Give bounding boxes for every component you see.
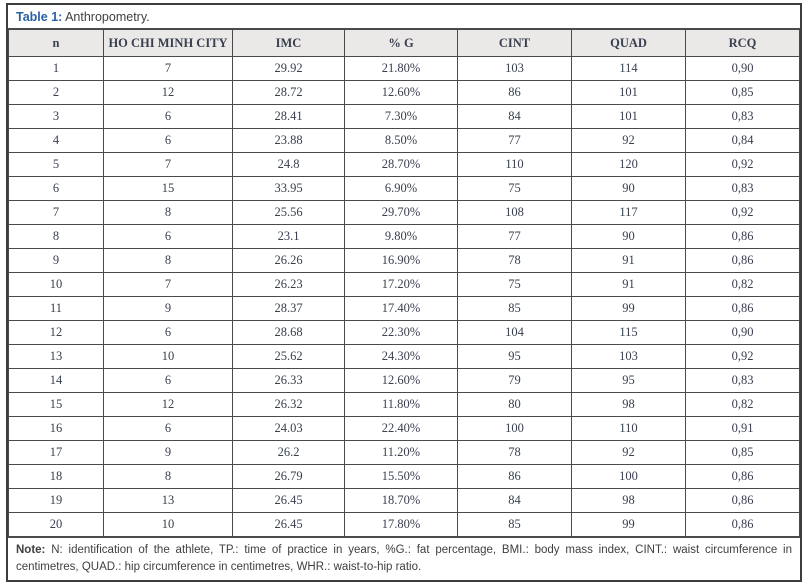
table-cell: 86 bbox=[458, 465, 572, 489]
table-cell: 23.1 bbox=[233, 225, 345, 249]
table-row bbox=[9, 225, 800, 249]
table-cell: 99 bbox=[572, 513, 686, 537]
table-row bbox=[9, 513, 800, 537]
table-cell: 26.79 bbox=[233, 465, 345, 489]
table-cell: 85 bbox=[458, 513, 572, 537]
table-cell: 0,83 bbox=[686, 105, 800, 129]
table-cell: 8 bbox=[104, 465, 233, 489]
table-row bbox=[9, 297, 800, 321]
column-header: IMC bbox=[233, 30, 345, 57]
table-cell: 4 bbox=[9, 129, 104, 153]
table-row bbox=[9, 441, 800, 465]
table-cell: 6 bbox=[104, 369, 233, 393]
table-cell: 26.2 bbox=[233, 441, 345, 465]
table-cell: 84 bbox=[458, 489, 572, 513]
table-cell: 3 bbox=[9, 105, 104, 129]
table-cell: 114 bbox=[572, 57, 686, 81]
table-row bbox=[9, 273, 800, 297]
table-cell: 28.41 bbox=[233, 105, 345, 129]
table-cell: 17.40% bbox=[345, 297, 458, 321]
table-cell: 16.90% bbox=[345, 249, 458, 273]
table-row bbox=[9, 489, 800, 513]
table-row bbox=[9, 369, 800, 393]
table-cell: 0,82 bbox=[686, 393, 800, 417]
table-cell: 0,86 bbox=[686, 465, 800, 489]
table-cell: 17.20% bbox=[345, 273, 458, 297]
table-cell: 28.37 bbox=[233, 297, 345, 321]
table-cell: 95 bbox=[572, 369, 686, 393]
table-cell: 26.23 bbox=[233, 273, 345, 297]
table-cell: 95 bbox=[458, 345, 572, 369]
table-row bbox=[9, 177, 800, 201]
table-cell: 0,85 bbox=[686, 441, 800, 465]
table-cell: 6 bbox=[9, 177, 104, 201]
table-cell: 1 bbox=[9, 57, 104, 81]
table-cell: 0,86 bbox=[686, 489, 800, 513]
table-cell: 12 bbox=[104, 81, 233, 105]
table-row bbox=[9, 249, 800, 273]
table-cell: 13 bbox=[104, 489, 233, 513]
table-cell: 0,82 bbox=[686, 273, 800, 297]
table-cell: 0,83 bbox=[686, 177, 800, 201]
table-cell: 6 bbox=[104, 417, 233, 441]
table-cell: 77 bbox=[458, 225, 572, 249]
table-cell: 7 bbox=[104, 273, 233, 297]
table-cell: 91 bbox=[572, 249, 686, 273]
anthropometry-table-container bbox=[6, 3, 802, 582]
column-header: CINT bbox=[458, 30, 572, 57]
table-cell: 98 bbox=[572, 489, 686, 513]
table-cell: 26.32 bbox=[233, 393, 345, 417]
table-cell: 28.72 bbox=[233, 81, 345, 105]
table-cell: 85 bbox=[458, 297, 572, 321]
table-cell: 9 bbox=[9, 249, 104, 273]
table-cell: 14 bbox=[9, 369, 104, 393]
table-cell: 75 bbox=[458, 177, 572, 201]
table-cell: 100 bbox=[458, 417, 572, 441]
table-cell: 9 bbox=[104, 297, 233, 321]
table-cell: 25.56 bbox=[233, 201, 345, 225]
table-cell: 7.30% bbox=[345, 105, 458, 129]
table-cell: 16 bbox=[9, 417, 104, 441]
table-cell: 12.60% bbox=[345, 369, 458, 393]
table-cell: 10 bbox=[104, 345, 233, 369]
table-cell: 98 bbox=[572, 393, 686, 417]
table-cell: 110 bbox=[572, 417, 686, 441]
table-cell: 24.30% bbox=[345, 345, 458, 369]
table-cell: 0,86 bbox=[686, 513, 800, 537]
table-cell: 103 bbox=[572, 345, 686, 369]
table-header-row bbox=[9, 30, 800, 57]
table-caption bbox=[8, 5, 800, 29]
table-cell: 6 bbox=[104, 129, 233, 153]
table-row bbox=[9, 393, 800, 417]
table-cell: 99 bbox=[572, 297, 686, 321]
table-cell: 26.26 bbox=[233, 249, 345, 273]
table-cell: 0,86 bbox=[686, 225, 800, 249]
table-row bbox=[9, 465, 800, 489]
table-cell: 7 bbox=[104, 57, 233, 81]
column-header: QUAD bbox=[572, 30, 686, 57]
table-cell: 0,90 bbox=[686, 321, 800, 345]
anthropometry-table bbox=[8, 29, 800, 537]
table-cell: 17 bbox=[9, 441, 104, 465]
table-cell: 15 bbox=[9, 393, 104, 417]
table-row bbox=[9, 129, 800, 153]
table-cell: 28.68 bbox=[233, 321, 345, 345]
table-cell: 18.70% bbox=[345, 489, 458, 513]
table-cell: 101 bbox=[572, 81, 686, 105]
table-note bbox=[8, 537, 800, 580]
table-cell: 0,92 bbox=[686, 201, 800, 225]
table-cell: 108 bbox=[458, 201, 572, 225]
table-cell: 84 bbox=[458, 105, 572, 129]
table-cell: 90 bbox=[572, 177, 686, 201]
table-cell: 13 bbox=[9, 345, 104, 369]
table-cell: 29.92 bbox=[233, 57, 345, 81]
table-note-label: Note: bbox=[16, 544, 46, 556]
table-cell: 92 bbox=[572, 129, 686, 153]
table-row bbox=[9, 417, 800, 441]
table-cell: 21.80% bbox=[345, 57, 458, 81]
table-cell: 12.60% bbox=[345, 81, 458, 105]
table-cell: 33.95 bbox=[233, 177, 345, 201]
table-cell: 79 bbox=[458, 369, 572, 393]
table-cell: 11.20% bbox=[345, 441, 458, 465]
table-cell: 26.45 bbox=[233, 513, 345, 537]
table-cell: 26.33 bbox=[233, 369, 345, 393]
table-cell: 12 bbox=[104, 393, 233, 417]
table-cell: 15.50% bbox=[345, 465, 458, 489]
table-cell: 23.88 bbox=[233, 129, 345, 153]
table-cell: 0,92 bbox=[686, 345, 800, 369]
table-cell: 78 bbox=[458, 249, 572, 273]
table-cell: 9 bbox=[104, 441, 233, 465]
table-note-text: N: identification of the athlete, TP.: time of practice in years, %G.: fat percentage, BMI.: body mass index, CINT.: waist circumference in centimetres, QUAD.: hip circumference in centimetres, WHR.: waist-to-hip ratio. bbox=[16, 544, 792, 573]
table-cell: 6 bbox=[104, 225, 233, 249]
table-cell: 11 bbox=[9, 297, 104, 321]
table-caption-label: Table 1: bbox=[16, 10, 63, 24]
table-cell: 2 bbox=[9, 81, 104, 105]
table-cell: 8 bbox=[104, 201, 233, 225]
table-cell: 5 bbox=[9, 153, 104, 177]
table-row bbox=[9, 81, 800, 105]
table-cell: 17.80% bbox=[345, 513, 458, 537]
table-caption-text: Anthropometry. bbox=[62, 10, 150, 24]
column-header: HO CHI MINH CITY bbox=[104, 30, 233, 57]
table-row bbox=[9, 201, 800, 225]
table-header bbox=[9, 30, 800, 57]
table-cell: 11.80% bbox=[345, 393, 458, 417]
table-cell: 18 bbox=[9, 465, 104, 489]
table-cell: 8 bbox=[9, 225, 104, 249]
table-cell: 22.40% bbox=[345, 417, 458, 441]
table-cell: 29.70% bbox=[345, 201, 458, 225]
table-cell: 8.50% bbox=[345, 129, 458, 153]
column-header: RCQ bbox=[686, 30, 800, 57]
table-cell: 20 bbox=[9, 513, 104, 537]
table-cell: 6.90% bbox=[345, 177, 458, 201]
table-cell: 101 bbox=[572, 105, 686, 129]
table-cell: 24.8 bbox=[233, 153, 345, 177]
table-cell: 104 bbox=[458, 321, 572, 345]
table-body bbox=[9, 57, 800, 537]
table-cell: 26.45 bbox=[233, 489, 345, 513]
table-cell: 100 bbox=[572, 465, 686, 489]
table-cell: 22.30% bbox=[345, 321, 458, 345]
table-cell: 0,86 bbox=[686, 297, 800, 321]
table-cell: 9.80% bbox=[345, 225, 458, 249]
table-cell: 0,91 bbox=[686, 417, 800, 441]
column-header: % G bbox=[345, 30, 458, 57]
table-cell: 28.70% bbox=[345, 153, 458, 177]
table-cell: 117 bbox=[572, 201, 686, 225]
table-cell: 24.03 bbox=[233, 417, 345, 441]
table-cell: 10 bbox=[9, 273, 104, 297]
table-cell: 7 bbox=[9, 201, 104, 225]
table-cell: 19 bbox=[9, 489, 104, 513]
table-row bbox=[9, 105, 800, 129]
table-row bbox=[9, 153, 800, 177]
table-cell: 0,90 bbox=[686, 57, 800, 81]
table-cell: 77 bbox=[458, 129, 572, 153]
table-cell: 86 bbox=[458, 81, 572, 105]
table-cell: 115 bbox=[572, 321, 686, 345]
table-cell: 7 bbox=[104, 153, 233, 177]
table-cell: 0,85 bbox=[686, 81, 800, 105]
table-cell: 110 bbox=[458, 153, 572, 177]
table-cell: 15 bbox=[104, 177, 233, 201]
table-cell: 0,86 bbox=[686, 249, 800, 273]
table-row bbox=[9, 345, 800, 369]
table-cell: 6 bbox=[104, 321, 233, 345]
table-cell: 8 bbox=[104, 249, 233, 273]
column-header: n bbox=[9, 30, 104, 57]
table-cell: 91 bbox=[572, 273, 686, 297]
table-cell: 78 bbox=[458, 441, 572, 465]
table-cell: 10 bbox=[104, 513, 233, 537]
table-cell: 0,83 bbox=[686, 369, 800, 393]
table-row bbox=[9, 57, 800, 81]
table-cell: 12 bbox=[9, 321, 104, 345]
table-cell: 80 bbox=[458, 393, 572, 417]
table-cell: 120 bbox=[572, 153, 686, 177]
table-cell: 0,84 bbox=[686, 129, 800, 153]
table-cell: 75 bbox=[458, 273, 572, 297]
table-cell: 90 bbox=[572, 225, 686, 249]
table-cell: 25.62 bbox=[233, 345, 345, 369]
table-cell: 6 bbox=[104, 105, 233, 129]
table-cell: 92 bbox=[572, 441, 686, 465]
table-row bbox=[9, 321, 800, 345]
table-cell: 103 bbox=[458, 57, 572, 81]
table-cell: 0,92 bbox=[686, 153, 800, 177]
